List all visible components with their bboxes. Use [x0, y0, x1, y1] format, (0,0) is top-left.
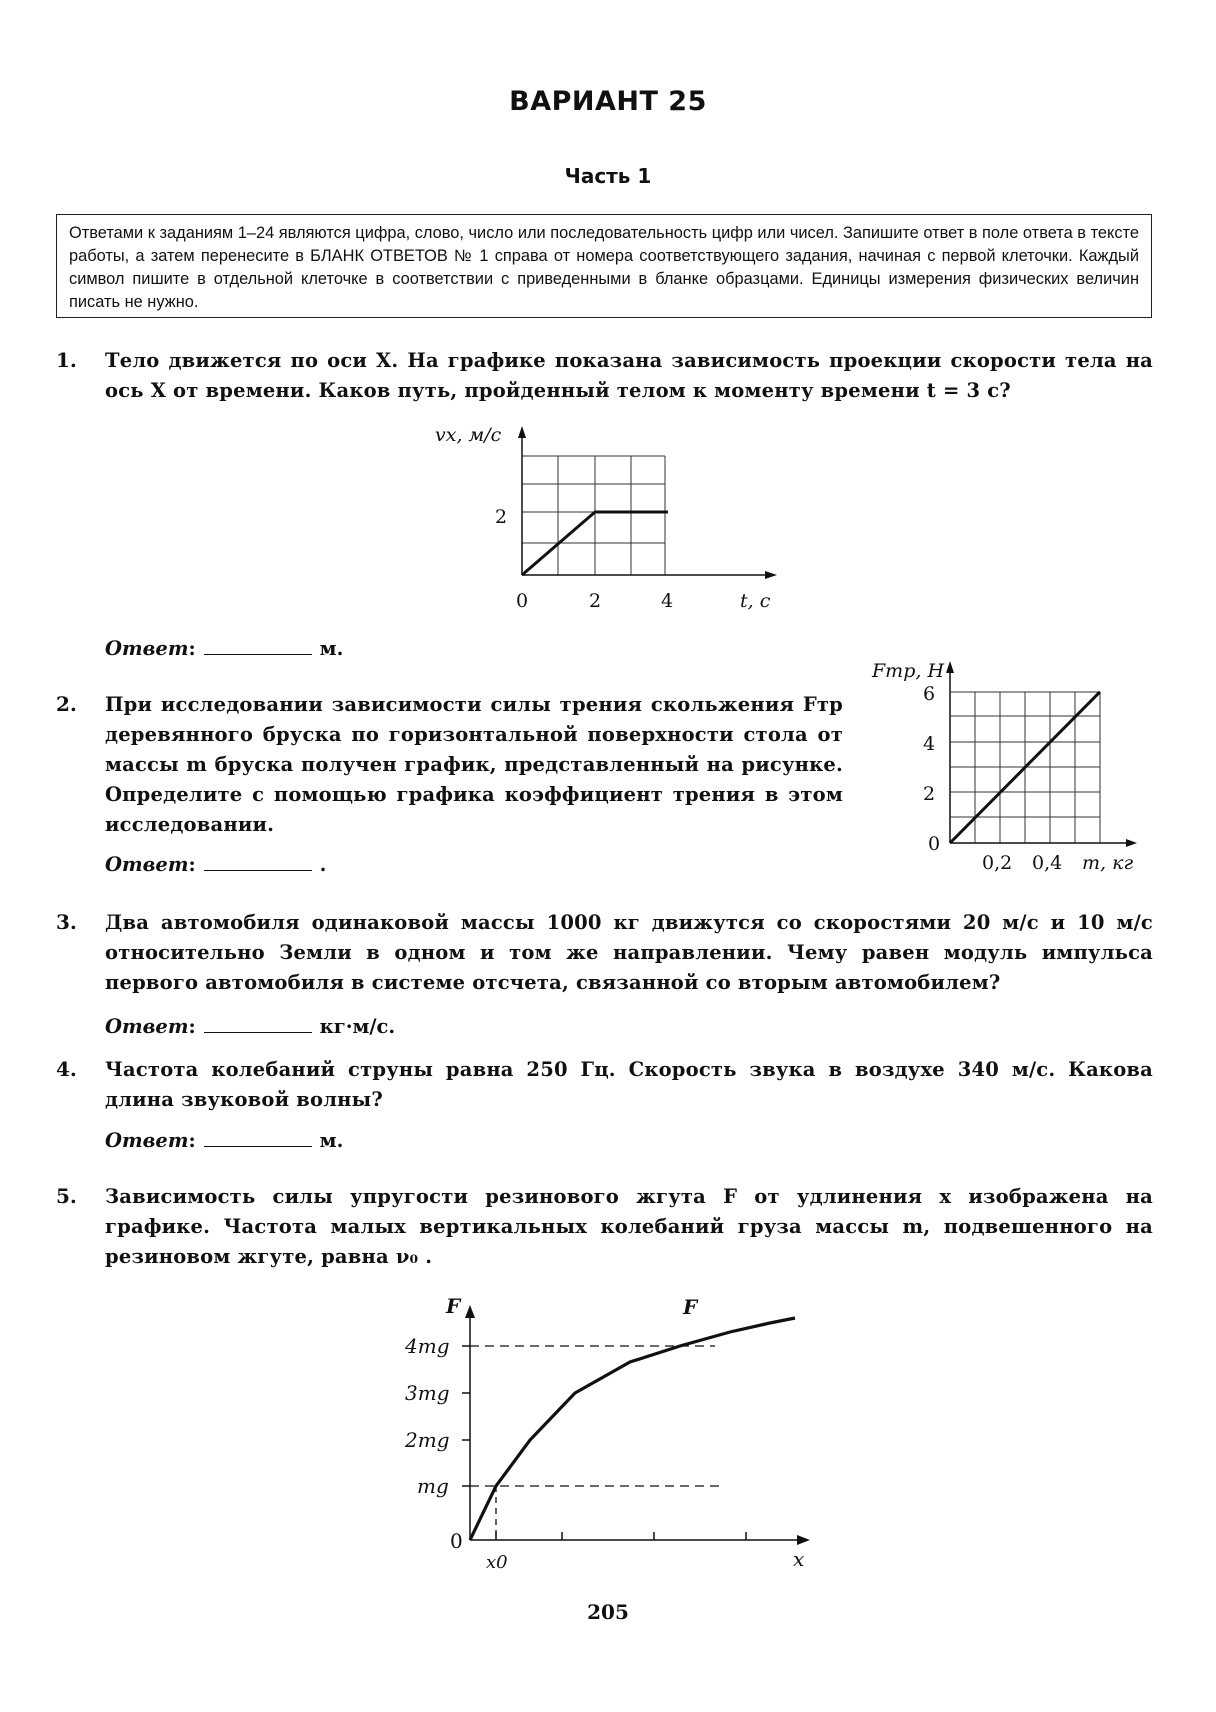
chart-elasticity-curve-label: F	[683, 1295, 698, 1319]
question-4-text: Частота колебаний струны равна 250 Гц. Скорость звука в воздухе 340 м/с. Какова длина звуковой волны?	[105, 1058, 1153, 1111]
answer-3-field[interactable]	[204, 1014, 312, 1033]
chart-velocity-xlabel: t, с	[740, 590, 771, 612]
question-1-number: 1.	[56, 348, 77, 372]
chart-elasticity-ylabel: F	[446, 1294, 461, 1318]
chart-elasticity-ytick-2mg: 2mg	[405, 1428, 450, 1452]
question-1-text: Тело движется по оси X. На графике показана зависимость проекции скорости тела на ось X от времени. Каков путь, пройденный телом к моменту времени t = 3 с?	[105, 349, 1153, 402]
answer-1-unit: м.	[319, 637, 344, 660]
chart-elasticity-xtick-x0: x0	[486, 1552, 508, 1573]
chart-friction-xtick-02: 0,2	[982, 852, 1013, 874]
answer-label: Ответ	[105, 1129, 189, 1152]
question-5-number: 5.	[56, 1184, 77, 1208]
chart-elasticity-series-line	[470, 1318, 795, 1540]
question-2-text: При исследовании зависимости силы трения скольжения Fтр деревянного бруска по горизонтальной поверхности стола от массы m бруска получен график, представленный на рисунке. Определите с помощью графика коэффициент трения в этом исследовании.	[105, 693, 843, 836]
answer-2-field[interactable]	[204, 852, 312, 871]
answer-label: Ответ	[105, 853, 189, 876]
chart-elasticity-x-arrow	[797, 1535, 810, 1545]
chart-friction-xtick-04: 0,4	[1032, 852, 1063, 874]
answer-1-field[interactable]	[204, 636, 312, 655]
part-heading: Часть 1	[564, 164, 652, 188]
chart-elasticity-xtick-0: 0	[450, 1529, 463, 1553]
chart-friction-ytick-6: 6	[923, 683, 936, 705]
chart-velocity-ytick-2: 2	[495, 506, 508, 528]
chart-friction-x-arrow	[1126, 839, 1137, 847]
chart-friction-ytick-4: 4	[923, 733, 936, 755]
chart-velocity-xtick-4: 4	[661, 590, 674, 612]
question-4-number: 4.	[56, 1057, 77, 1081]
page-title: ВАРИАНТ 25	[509, 86, 707, 117]
chart-friction-ylabel: Fтр, Н	[872, 660, 945, 682]
chart-friction-ytick-2: 2	[923, 783, 936, 805]
chart-elasticity-ytick-4mg: 4mg	[405, 1334, 450, 1358]
answer-1: Ответ: м.	[105, 637, 344, 660]
chart-elasticity-ytick-mg: mg	[417, 1474, 449, 1498]
chart-velocity-ylabel: vx, м/с	[435, 424, 502, 446]
answer-label: Ответ	[105, 637, 189, 660]
answer-label: Ответ	[105, 1015, 189, 1038]
chart-velocity-xtick-0: 0	[516, 590, 529, 612]
answer-4-unit: м.	[319, 1129, 344, 1152]
page-number: 205	[587, 1600, 629, 1624]
answer-3-unit: кг·м/с.	[319, 1015, 396, 1038]
answer-2-unit: .	[319, 853, 327, 876]
chart-elasticity-ytick-3mg: 3mg	[405, 1381, 450, 1405]
chart-friction	[860, 650, 1160, 880]
chart-elasticity-yticks	[462, 1346, 470, 1486]
chart-elasticity	[390, 1290, 830, 1585]
instructions-box: Ответами к заданиям 1–24 являются цифра, слово, число или последовательность цифр или чисел. Запишите ответ в поле ответа в тексте работы, а затем перенесите в БЛАНК ОТВЕТОВ № 1 справа от номера соответствующего задания, начиная с первой клеточки. Каждый символ пишите в отдельной клеточке в соответствии с приведенными в бланке образцами. Единицы измерения физических величин писать не нужно.	[56, 214, 1152, 318]
question-3-number: 3.	[56, 910, 77, 934]
chart-velocity-x-arrow	[765, 571, 777, 579]
chart-friction-y-arrow	[946, 661, 954, 673]
answer-2: Ответ: .	[105, 853, 327, 876]
answer-4: Ответ: м.	[105, 1129, 344, 1152]
chart-friction-ytick-0: 0	[928, 833, 941, 855]
chart-elasticity-y-arrow	[465, 1305, 475, 1318]
chart-velocity	[425, 420, 795, 620]
chart-elasticity-xticks	[496, 1532, 746, 1540]
answer-3: Ответ: кг·м/с.	[105, 1015, 396, 1038]
question-5-text: Зависимость силы упругости резинового жгута F от удлинения x изображена на графике. Частота малых вертикальных колебаний груза массы m, подвешенного на резиновом жгуте, равна ν₀ .	[105, 1185, 1153, 1268]
chart-elasticity-xlabel: x	[793, 1547, 805, 1571]
answer-4-field[interactable]	[204, 1128, 312, 1147]
chart-friction-xlabel: m, кг	[1082, 852, 1134, 874]
question-2-number: 2.	[56, 692, 77, 716]
question-3-text: Два автомобиля одинаковой массы 1000 кг движутся со скоростями 20 м/с и 10 м/с относительно Земли в одном и том же направлении. Чему равен модуль импульса первого автомобиля в системе отсчета, связанной со вторым автомобилем?	[105, 911, 1153, 994]
chart-velocity-y-arrow	[518, 426, 526, 438]
chart-velocity-xtick-2: 2	[589, 590, 602, 612]
